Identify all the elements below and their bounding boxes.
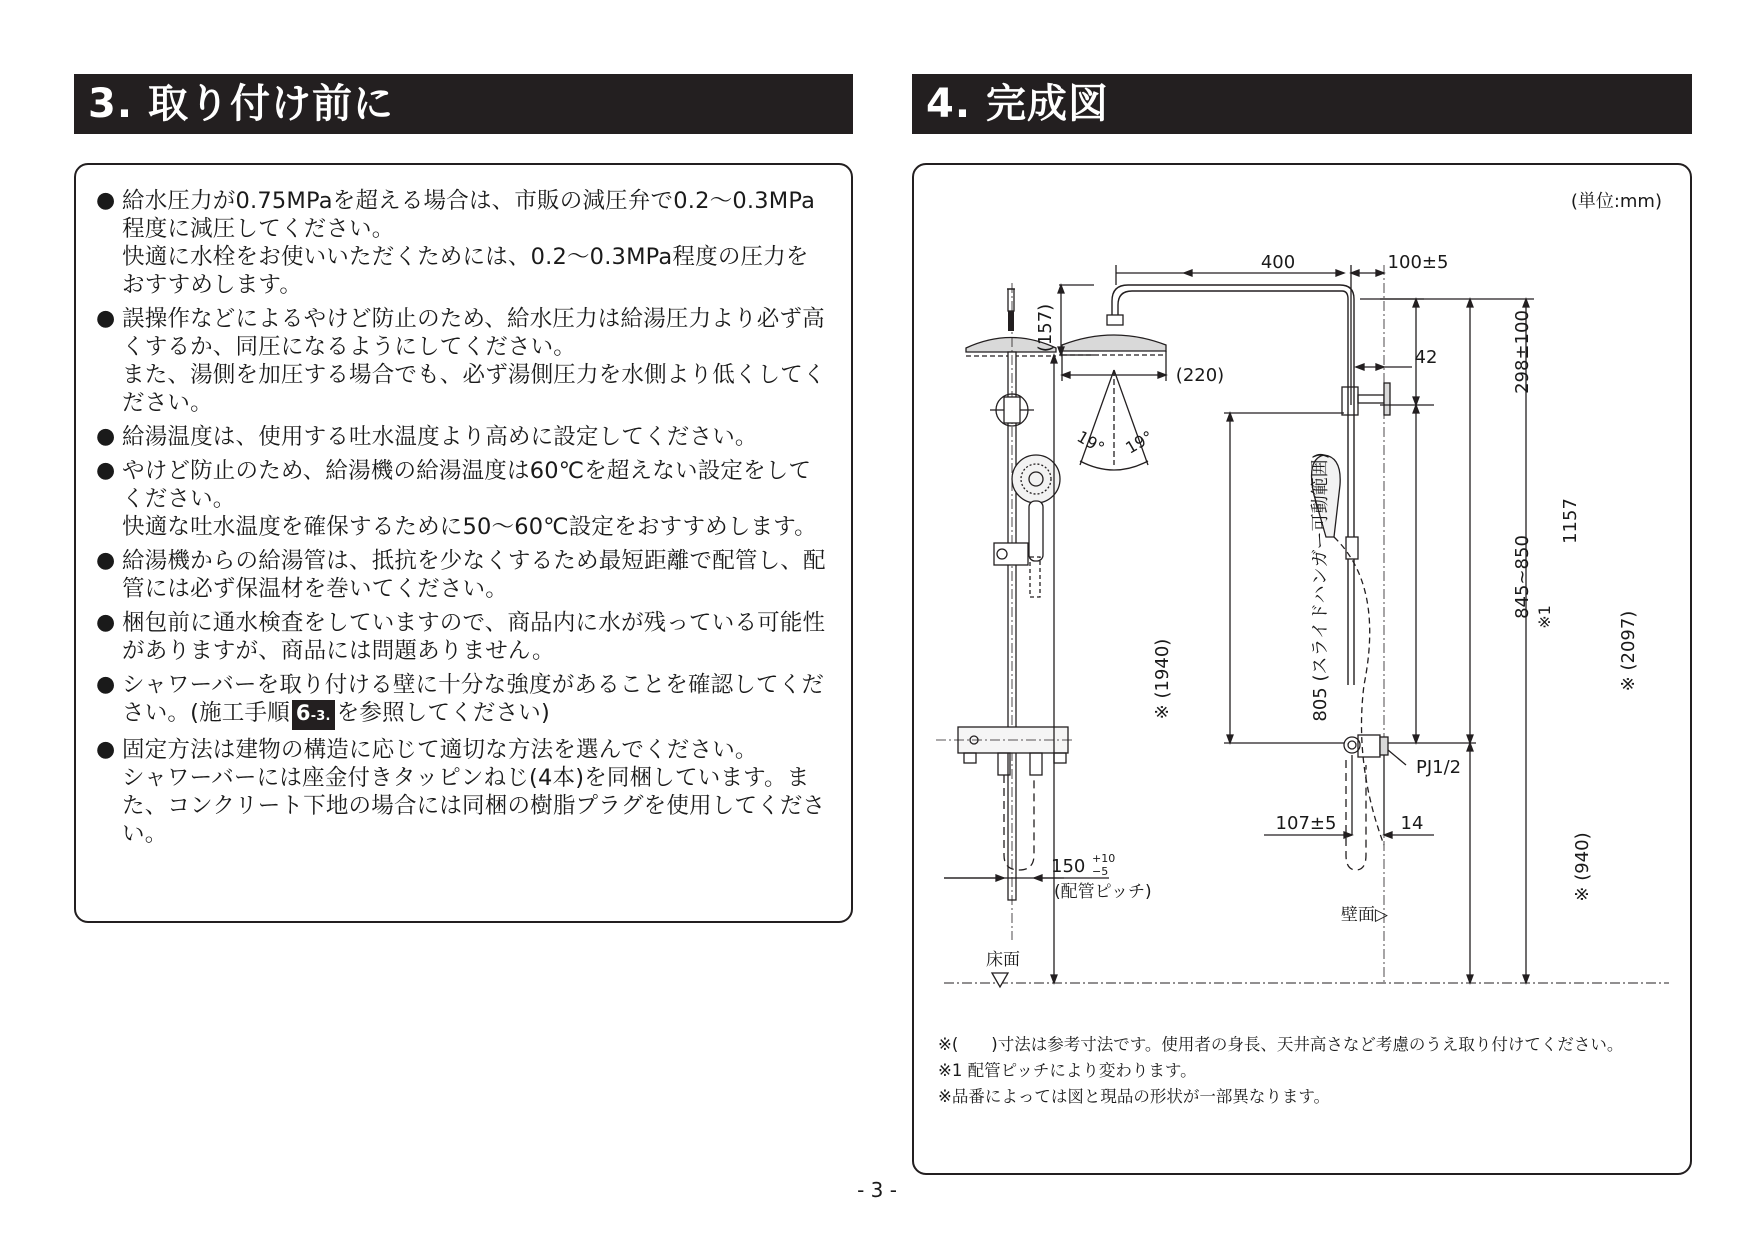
completed-diagram-box — [912, 163, 1692, 1175]
note-text: また、湯側を加圧する場合でも、必ず湯側圧力を水側より低くしてください。 — [122, 362, 826, 416]
note-text: 快適に水栓をお使いいただくためには、0.2〜0.3MPa程度の圧力をおすすめします。 — [122, 244, 809, 298]
list-item — [96, 305, 831, 417]
completed-diagram — [914, 165, 1690, 1173]
list-item — [96, 547, 831, 603]
note-text: 固定方法は建物の構造に応じて適切な方法を選んでください。 — [122, 737, 758, 763]
dim-805: 805 (スライドハンガー可動範囲) — [1310, 452, 1331, 722]
list-item — [96, 671, 831, 730]
dim-107: 107±5 — [1275, 813, 1337, 834]
dim-42: 42 — [1414, 347, 1438, 368]
front-view-drawing — [936, 283, 1072, 940]
bullet-icon: ● — [96, 672, 116, 697]
dim-220: (220) — [1175, 365, 1225, 386]
note-text: 給湯機からの給湯管は、抵抗を少なくするため最短距離で配管し、配管には必ず保温材を巻いてください。 — [122, 548, 826, 602]
section-4-title: 4. 完成図 — [912, 74, 1692, 134]
note-text: 給湯温度は、使用する吐水温度より高めに設定してください。 — [122, 424, 758, 450]
list-item — [96, 736, 831, 848]
dim-150-tolerance-minus: −5 — [1092, 865, 1109, 878]
pipe-thread-label: PJ1/2 — [1416, 757, 1462, 778]
list-item — [96, 609, 831, 665]
note-text: シャワーバーには座金付きタッピンねじ(4本)を同梱しています。また、コンクリート下地の場合には同梱の樹脂プラグを使用してください。 — [122, 765, 826, 847]
pipe-pitch-label: (配管ピッチ) — [1054, 882, 1152, 902]
bullet-icon: ● — [96, 548, 116, 573]
page-number: - 3 - — [857, 1178, 897, 1202]
list-item — [96, 457, 831, 541]
footnote: ※1 配管ピッチにより変わります。 — [938, 1061, 1197, 1080]
bullet-icon: ● — [96, 306, 116, 331]
dim-298: 298±100 — [1512, 310, 1533, 394]
dim-157: (157) — [1035, 303, 1056, 353]
note-text — [122, 671, 831, 730]
footnote: ※( )寸法は参考寸法です。使用者の身長、天井高さなど考慮のうえ取り付けてください。 — [938, 1035, 1624, 1054]
note-text: 給水圧力が0.75MPaを超える場合は、市販の減圧弁で0.2〜0.3MPa程度に減圧してください。 — [122, 188, 816, 242]
footnote: ※品番によっては図と現品の形状が一部異なります。 — [938, 1087, 1331, 1106]
bullet-icon: ● — [96, 737, 116, 762]
section-3-title: 3. 取り付け前に — [74, 74, 853, 134]
dim-940: ※ (940) — [1572, 832, 1593, 902]
dim-150-tolerance-plus: +10 — [1092, 852, 1116, 865]
bullet-icon: ● — [96, 458, 116, 483]
note-text: 快適な吐水温度を確保するために50〜60℃設定をおすすめします。 — [122, 514, 817, 540]
note-text-part: シャワーバーを取り付ける壁に十分な強度があることを確認してください。(施工手順 — [122, 672, 825, 726]
bullet-icon: ● — [96, 424, 116, 449]
note-text-part: を参照してください) — [336, 700, 550, 726]
dim-150: 150 — [1051, 856, 1086, 877]
dim-845: 845~850 — [1512, 535, 1533, 619]
dim-100: 100±5 — [1387, 252, 1449, 273]
dim-400: 400 — [1260, 252, 1296, 273]
dim-2097: ※ (2097) — [1618, 610, 1639, 692]
dim-1157: 1157 — [1560, 498, 1581, 544]
bullet-icon: ● — [96, 610, 116, 635]
note-text: 梱包前に通水検査をしていますので、商品内に水が残っている可能性がありますが、商品には問題ありません。 — [122, 610, 826, 664]
side-view-drawing — [1062, 265, 1390, 985]
step-reference-badge: 6-3. — [292, 700, 335, 730]
footnote-mark-1: ※1 — [1535, 605, 1554, 629]
unit-label: (単位:mm) — [1570, 191, 1662, 212]
list-item — [96, 187, 831, 299]
wall-label: 壁面▷ — [1340, 905, 1388, 925]
dim-14: 14 — [1400, 813, 1424, 834]
precaution-list — [96, 187, 831, 854]
bullet-icon: ● — [96, 188, 116, 213]
angle-right: 19° — [1122, 426, 1157, 458]
list-item — [96, 423, 831, 451]
floor-label: 床面 — [986, 950, 1020, 970]
angle-left: 19° — [1073, 426, 1108, 458]
section-3-box — [74, 163, 853, 923]
dim-1940: ※ (1940) — [1152, 638, 1173, 720]
note-text: やけど防止のため、給湯機の給湯温度は60℃を超えない設定をしてください。 — [122, 458, 812, 512]
note-text: 誤操作などによるやけど防止のため、給水圧力は給湯圧力より必ず高くするか、同圧になるようにしてください。 — [122, 306, 825, 360]
